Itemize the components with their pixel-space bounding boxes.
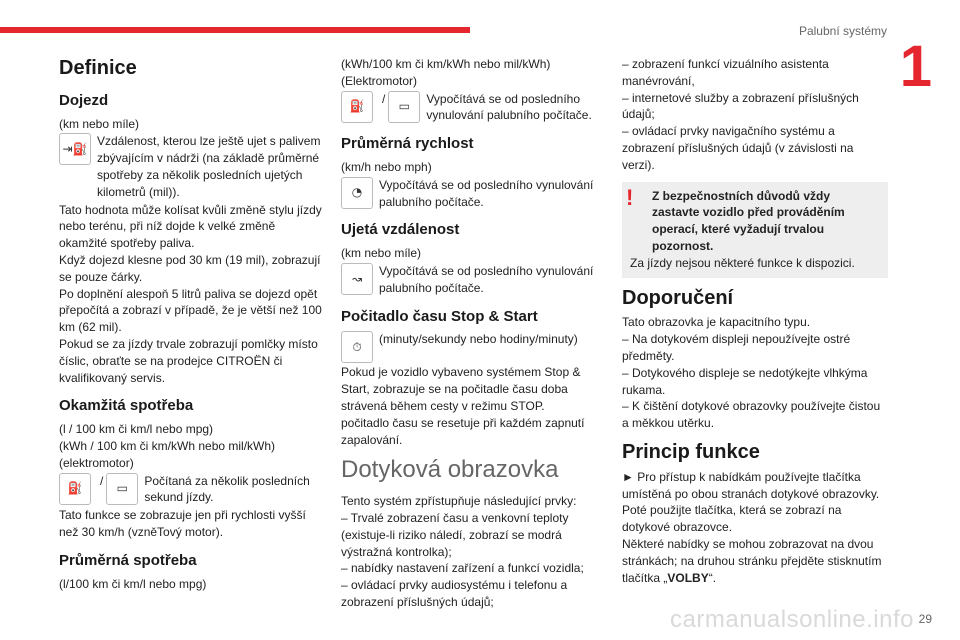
average-unit: (l/100 km či km/l nebo mpg) <box>59 576 207 591</box>
instant-unit-2: (kWh / 100 km či km/kWh nebo mil/kWh) <box>59 438 276 453</box>
average-description: Vypočítává se od posledního vynulování palubního počítače. <box>426 91 592 123</box>
average-unit-3: (Elektromotor) <box>341 73 418 88</box>
heading-average-speed: Průměrná rychlost <box>341 135 474 153</box>
speed-row <box>341 177 601 211</box>
instant-paragraph-2: Tato funkce se zobrazuje jen při rychlosti vyšší než 30 km/h (vzněTový motor). <box>59 508 306 539</box>
consumption-l100-icon: ⛽ <box>59 473 91 505</box>
heading-definitions: Definice <box>59 57 137 79</box>
fuel-pump-range-icon: ⇥⛽ <box>59 133 91 165</box>
page-number: 29 <box>918 612 932 626</box>
battery-consumption-icon: ▭ <box>388 91 420 123</box>
consumption-l100-icon: ⛽ <box>341 91 373 123</box>
range-paragraph-4: Po doplnění alespoň 5 litrů paliva se dojezd opět přepočítá a zobrazí v případě, že je větší než 100 km (62 mil). <box>59 286 322 335</box>
header-red-bar <box>0 27 470 33</box>
stop-start-eco-icon: ⏱ <box>341 331 373 363</box>
chapter-number: 1 <box>899 34 932 99</box>
heading-instant-consumption: Okamžitá spotřeba <box>59 397 194 415</box>
heading-recommendations: Doporučení <box>622 286 734 309</box>
touchscreen-list-6: – ovládací prvky navigačního systému a zobrazení příslušných údajů (v závislosti na verzi). <box>622 124 854 172</box>
principle-p3-end: “. <box>708 570 717 585</box>
principle-paragraph-3 <box>622 536 888 586</box>
touchscreen-list-3: – ovládací prvky audiosystému i telefonu a zobrazení příslušných údajů; <box>341 578 568 609</box>
range-paragraph-2: Tato hodnota může kolísat kvůli změně stylu jízdy nebo terénu, při níž dojde k velké změně okamžité spotřeby paliva. <box>59 202 322 251</box>
watermark: carmanualsonline.info <box>670 606 914 633</box>
distance-description: Vypočítává se od posledního vynulování palubního počítače. <box>379 263 594 295</box>
range-unit: (km nebo míle) <box>59 116 140 131</box>
recommendation-intro: Tato obrazovka je kapacitního typu. <box>622 315 811 330</box>
stop-start-row <box>341 331 601 363</box>
range-description: Vzdálenost, kterou lze ještě ujet s palivem zbývajícím v nádrži (na základě průměrné spotřeby za několik posledních ujetých kilometrů (mil)). <box>97 134 321 199</box>
touchscreen-list-1: – Trvalé zobrazení času a venkovní teploty (existuje-li riziko náledí, zobrazí se modrá výstražná kontrolka); <box>341 510 569 559</box>
speed-unit: (km/h nebo mph) <box>341 159 432 174</box>
options-button-label: VOLBY <box>667 570 709 585</box>
touchscreen-intro: Tento systém zpřístupňuje následující prvky: <box>341 494 577 509</box>
range-paragraph-5: Pokud se za jízdy trvale zobrazují pomlčky místo číslic, obraťte se na prodejce CITROËN či kvalifikovaný servis. <box>59 336 318 385</box>
heading-operating-principle: Princip funkce <box>622 440 760 463</box>
range-row <box>59 133 323 200</box>
distance-route-icon: ↝ <box>341 263 373 295</box>
column-1 <box>59 56 323 592</box>
instant-description: Počítaná za několik posledních sekund jízdy. <box>144 473 310 505</box>
instant-unit-3: (elektromotor) <box>59 455 134 470</box>
instant-row: ⛽ / ▭ Počítaná za několik posledních sekund jízdy. <box>59 473 323 507</box>
recommendation-list-2: – Dotykového displeje se nedotýkejte vlhkýma rukama. <box>622 365 868 397</box>
touchscreen-list-4: – zobrazení funkcí vizuálního asistenta manévrování, <box>622 57 829 88</box>
heading-distance: Ujetá vzdálenost <box>341 221 460 239</box>
heading-touchscreen: Dotyková obrazovka <box>341 456 559 484</box>
speedometer-icon: ◔ <box>341 177 373 209</box>
column-3 <box>622 56 888 586</box>
average-row: ⛽ / ▭ Vypočítává se od posledního vynulování palubního počítače. <box>341 91 601 125</box>
principle-p3-start: Některé nabídky se mohou zobrazovat na dvou stránkách; na druhou stránku přejděte stisknutím tlačítka „ <box>622 536 882 585</box>
running-header: Palubní systémy <box>798 24 887 38</box>
warning-exclamation-icon: ! <box>626 184 634 210</box>
heading-average-consumption: Průměrná spotřeba <box>59 551 197 569</box>
warning-text: Za jízdy nejsou některé funkce k dispozici. <box>630 255 855 270</box>
range-paragraph-3: Když dojezd klesne pod 30 km (19 mil), zobrazují se pouze čárky. <box>59 252 321 284</box>
heading-stop-start: Počitadlo času Stop & Start <box>341 307 538 325</box>
principle-paragraph-1: ► Pro přístup k nabídkám používejte tlačítka umístěná po obou stranách dotykové obrazovky. <box>622 469 880 501</box>
stop-start-paragraph-2: počitadlo času se resetuje při každém zapnutí zapalování. <box>341 415 585 447</box>
battery-consumption-icon: ▭ <box>106 473 138 505</box>
speed-description: Vypočítává se od posledního vynulování palubního počítače. <box>379 177 594 209</box>
recommendation-list-3: – K čištění dotykové obrazovky používejte čistou a měkkou utěrku. <box>622 399 881 431</box>
warning-bold-text: Z bezpečnostních důvodů vždy zastavte vozidlo před prováděním operací, které vyžadují trvalou pozornost. <box>652 188 845 253</box>
instant-unit-1: (l / 100 km či km/l nebo mpg) <box>59 422 214 437</box>
stop-start-unit: (minuty/sekundy nebo hodiny/minuty) <box>379 332 578 347</box>
recommendation-list-1: – Na dotykovém displeji nepoužívejte ostré předměty. <box>622 332 851 363</box>
distance-row <box>341 263 601 297</box>
touchscreen-list-2: – nabídky nastavení zařízení a funkcí vozidla; <box>341 561 584 576</box>
touchscreen-list-5: – internetové služby a zobrazení příslušných údajů; <box>622 90 859 122</box>
safety-warning-box <box>622 182 888 278</box>
principle-paragraph-2: Poté použijte tlačítka, která se zobrazí na dotykové obrazovce. <box>622 503 842 535</box>
distance-unit: (km nebo míle) <box>341 246 422 261</box>
average-unit-2: (kWh/100 km či km/kWh nebo mil/kWh) <box>341 57 551 71</box>
stop-start-paragraph: Pokud je vozidlo vybaveno systémem Stop & Start, zobrazuje se na počitadle času doba strávená během cesty v režimu STOP. <box>341 365 581 413</box>
column-2 <box>341 56 601 611</box>
heading-range: Dojezd <box>59 91 109 109</box>
